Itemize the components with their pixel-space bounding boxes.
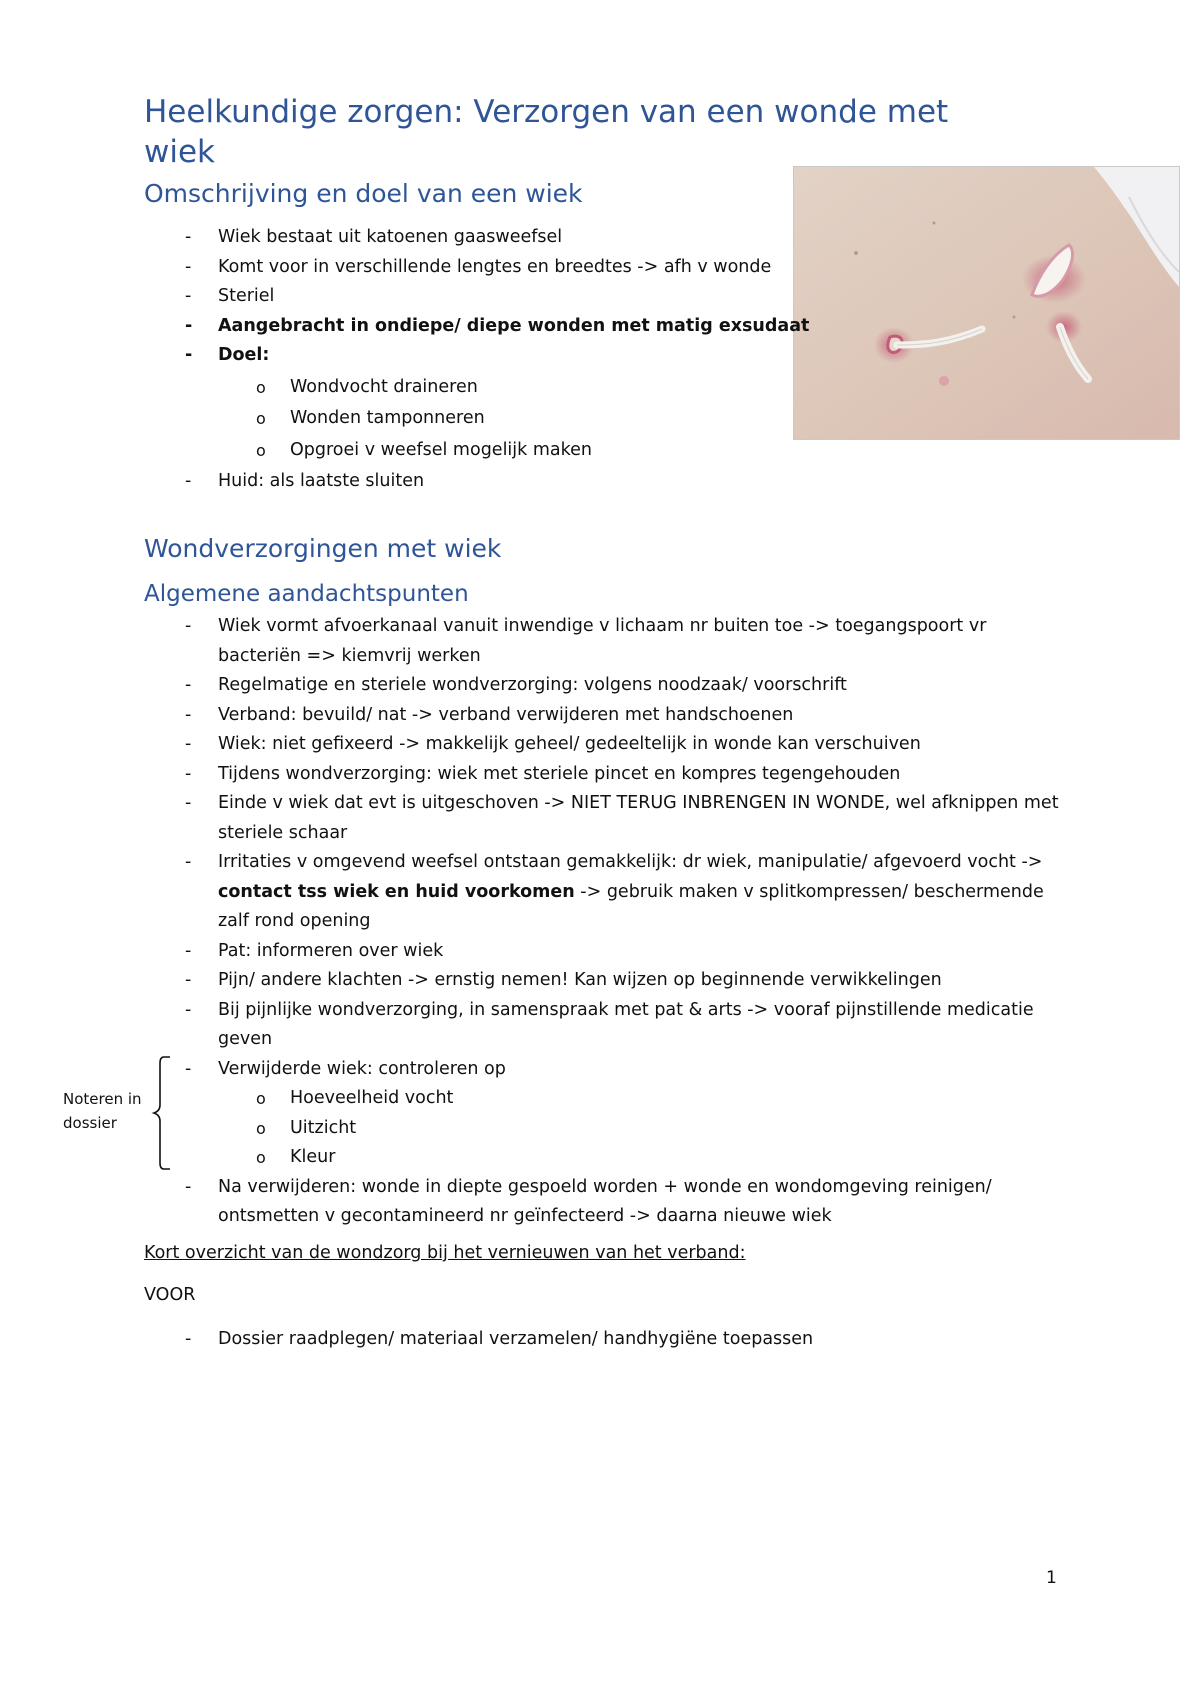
- list-item: - Tijdens wondverzorging: wiek met steriele pincet en kompres tegengehouden: [144, 760, 1074, 790]
- list-item: - Wiek bestaat uit katoenen gaasweefsel: [144, 223, 809, 253]
- list-item: - Huid: als laatste sluiten: [144, 467, 809, 497]
- aandachtspunten-list: [144, 612, 1074, 1232]
- voor-list: [144, 1325, 813, 1355]
- subsection-heading-aandachtspunten: Algemene aandachtspunten: [144, 581, 469, 607]
- list-item: - Aangebracht in ondiepe/ diepe wonden met matig exsudaat: [144, 312, 809, 342]
- section-heading-wondverzorgingen: Wondverzorgingen met wiek: [144, 534, 502, 563]
- list-item: - Wiek: niet gefixeerd -> makkelijk geheel/ gedeeltelijk in wonde kan verschuiven: [144, 730, 1074, 760]
- list-item: - Pijn/ andere klachten -> ernstig nemen! Kan wijzen op beginnende verwikkelingen: [144, 966, 1074, 996]
- list-item: - Steriel: [144, 282, 809, 312]
- list-item: - Verwijderde wiek: controleren op: [144, 1055, 1074, 1085]
- list-subitem: o Opgroei v weefsel mogelijk maken: [144, 436, 809, 466]
- list-item: - Regelmatige en steriele wondverzorging: volgens noodzaak/ voorschrift: [144, 671, 1074, 701]
- list-item: - Komt voor in verschillende lengtes en breedtes -> afh v wonde: [144, 253, 778, 283]
- voor-label: VOOR: [144, 1285, 196, 1305]
- list-item: - Doel:: [144, 341, 809, 371]
- omschrijving-list: [144, 223, 809, 497]
- list-item: - Pat: informeren over wiek: [144, 937, 1074, 967]
- document-title: Heelkundige zorgen: Verzorgen van een wonde met wiek: [144, 94, 949, 170]
- list-item: - Na verwijderen: wonde in diepte gespoeld worden + wonde en wondomgeving reinigen/ ontsmetten v gecontamineerd nr geïnfecteerd -> daarna nieuwe wiek: [144, 1173, 1074, 1232]
- section-heading-omschrijving: Omschrijving en doel van een wiek: [144, 179, 583, 208]
- list-item: - Einde v wiek dat evt is uitgeschoven -> NIET TERUG INBRENGEN IN WONDE, wel afknippen met steriele schaar: [144, 789, 1074, 848]
- list-subitem: o Kleur: [144, 1143, 1074, 1173]
- list-item: - Dossier raadplegen/ materiaal verzamelen/ handhygiëne toepassen: [144, 1325, 813, 1355]
- page-number: 1: [1046, 1568, 1057, 1588]
- brace-icon: [150, 1053, 174, 1173]
- list-subitem: o Wondvocht draineren: [144, 373, 809, 403]
- list-subitem: o Wonden tamponneren: [144, 404, 809, 434]
- list-subitem: o Uitzicht: [144, 1114, 1074, 1144]
- list-item: - Verband: bevuild/ nat -> verband verwijderen met handschoenen: [144, 701, 1074, 731]
- overview-intro: Kort overzicht van de wondzorg bij het vernieuwen van het verband:: [144, 1243, 746, 1263]
- wound-photo-illustration: [794, 167, 1179, 439]
- list-item: - Irritaties v omgevend weefsel ontstaan gemakkelijk: dr wiek, manipulatie/ afgevoerd vocht -> contact tss wiek en huid voorkomen -> gebruik maken v splitkompressen/ beschermende zalf rond opening: [144, 848, 1074, 937]
- list-item: - Wiek vormt afvoerkanaal vanuit inwendige v lichaam nr buiten toe -> toegangspoort vr bacteriën => kiemvrij werken: [144, 612, 1074, 671]
- wound-wick-photo: [793, 166, 1180, 440]
- list-item: - Bij pijnlijke wondverzorging, in samenspraak met pat & arts -> vooraf pijnstillende medicatie geven: [144, 996, 1074, 1055]
- side-note: Noteren in dossier: [63, 1090, 142, 1132]
- list-subitem: o Hoeveelheid vocht: [144, 1084, 1074, 1114]
